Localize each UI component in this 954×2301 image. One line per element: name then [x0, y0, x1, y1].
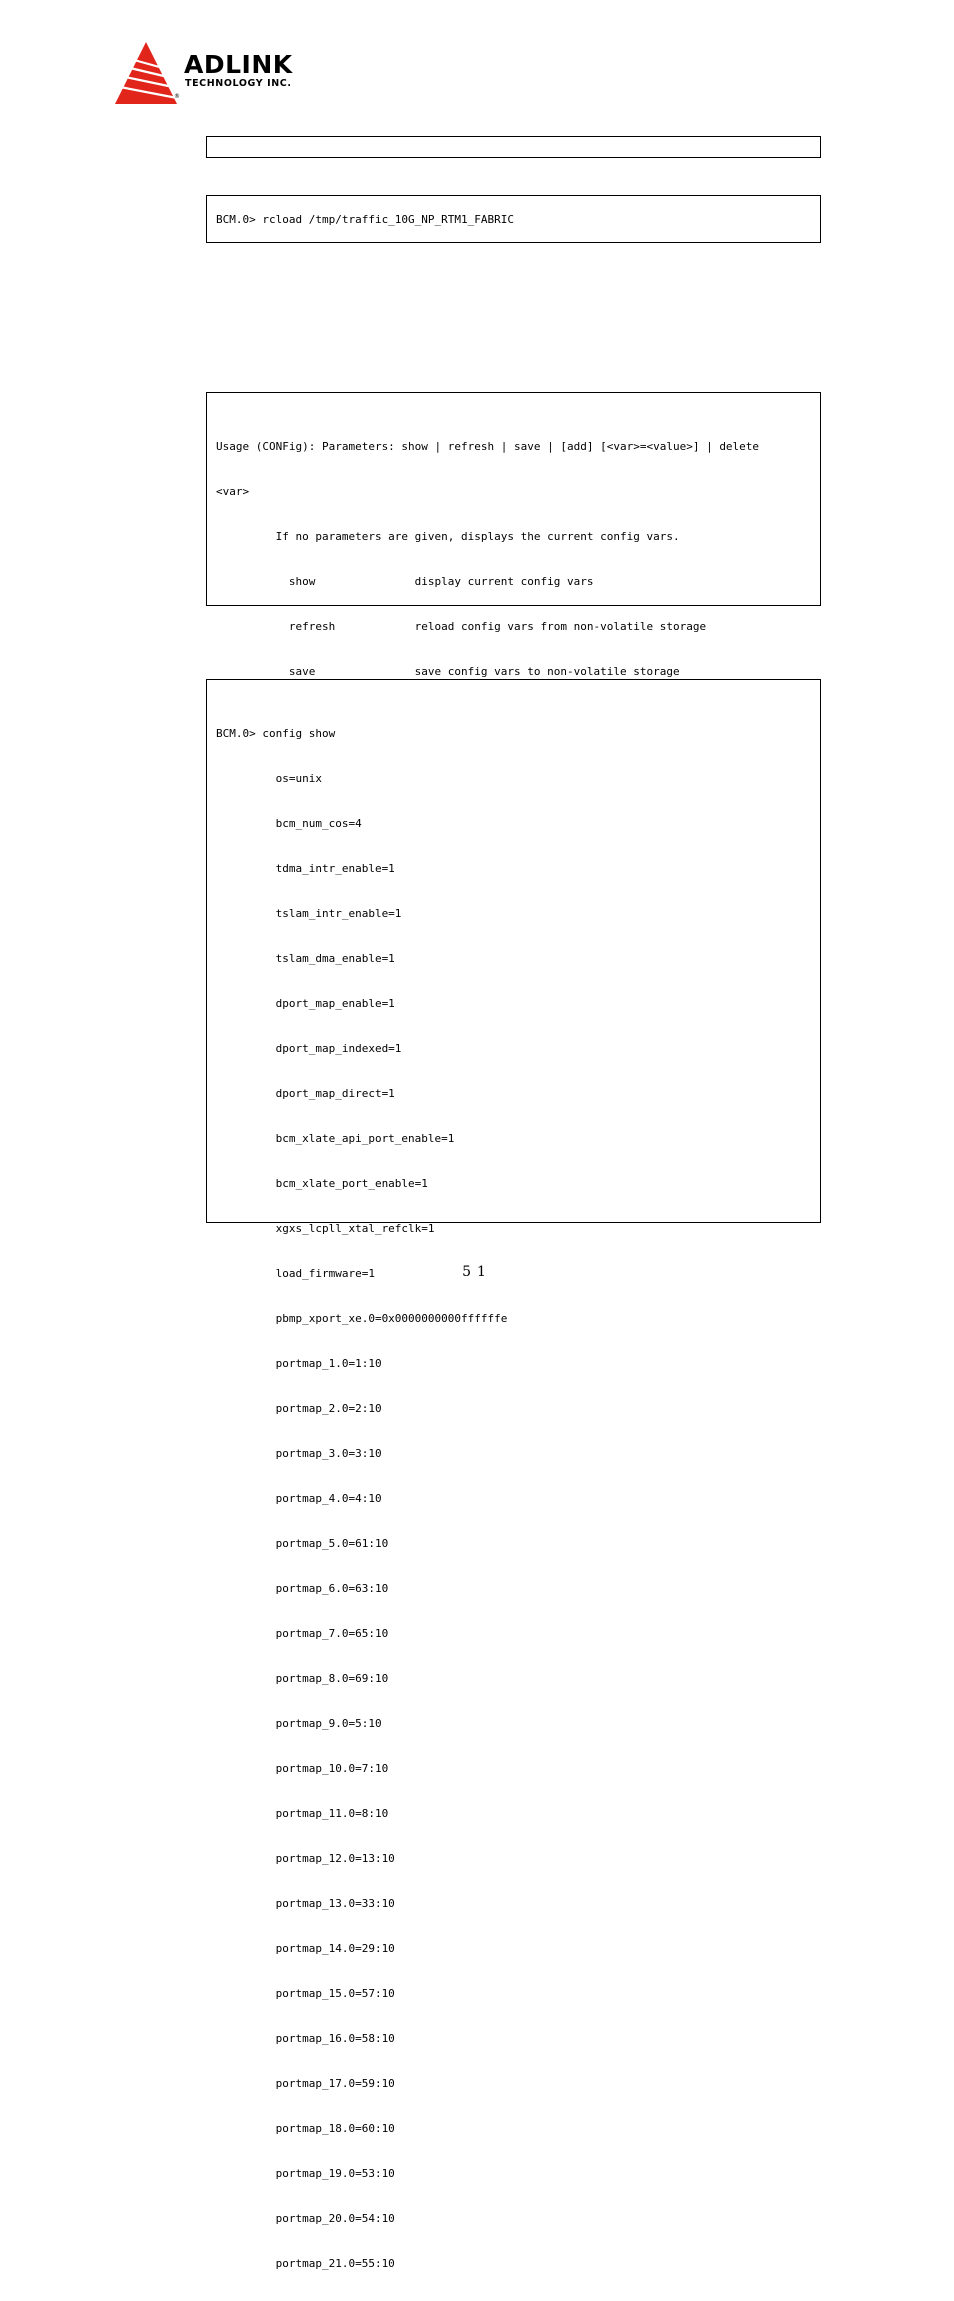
code-line: portmap_10.0=7:10 [216, 1762, 389, 1775]
code-line: tslam_intr_enable=1 [216, 907, 402, 920]
code-line: os=unix [216, 772, 322, 785]
code-line: portmap_16.0=58:10 [216, 2032, 395, 2045]
code-line: portmap_2.0=2:10 [216, 1402, 382, 1415]
rcload-command-text: BCM.0> rcload /tmp/traffic_10G_NP_RTM1_FABRIC [216, 213, 515, 226]
config-usage-box [206, 392, 821, 678]
code-line: refresh reload config vars from non-volatile storage [216, 620, 707, 633]
code-line: portmap_4.0=4:10 [216, 1492, 382, 1505]
code-line: portmap_5.0=61:10 [216, 1537, 389, 1550]
code-line: portmap_20.0=54:10 [216, 2212, 395, 2225]
code-line: portmap_6.0=63:10 [216, 1582, 389, 1595]
code-line: portmap_11.0=8:10 [216, 1807, 389, 1820]
code-line: bcm_num_cos=4 [216, 817, 362, 830]
empty-box [206, 136, 821, 158]
code-line: portmap_12.0=13:10 [216, 1852, 395, 1865]
code-line: Usage (CONFig): Parameters: show | refresh | save | [add] [<var>=<value>] | delete [216, 440, 760, 453]
code-line: xgxs_lcpll_xtal_refclk=1 [216, 1222, 435, 1235]
code-line: <var> [216, 485, 250, 498]
logo-tagline: TECHNOLOGY INC. [185, 78, 292, 89]
code-line: portmap_13.0=33:10 [216, 1897, 395, 1910]
logo-brand: ADLINK [184, 50, 293, 79]
code-line: tdma_intr_enable=1 [216, 862, 395, 875]
code-line: portmap_15.0=57:10 [216, 1987, 395, 2000]
code-line: dport_map_enable=1 [216, 997, 395, 1010]
code-line: bcm_xlate_api_port_enable=1 [216, 1132, 455, 1145]
code-line: bcm_xlate_port_enable=1 [216, 1177, 428, 1190]
code-line: portmap_19.0=53:10 [216, 2167, 395, 2180]
code-line: load_firmware=1 [216, 1267, 375, 1280]
config-show-box [206, 679, 821, 2270]
config-show-text [216, 696, 507, 2301]
adlink-logo [113, 40, 328, 108]
code-line: portmap_1.0=1:10 [216, 1357, 382, 1370]
code-line: dport_map_indexed=1 [216, 1042, 402, 1055]
code-line: portmap_8.0=69:10 [216, 1672, 389, 1685]
code-line: save save config vars to non-volatile storage [216, 665, 680, 678]
code-line: tslam_dma_enable=1 [216, 952, 395, 965]
code-line: pbmp_xport_xe.0=0x0000000000ffffffe [216, 1312, 508, 1325]
code-line: portmap_14.0=29:10 [216, 1942, 395, 1955]
logo-registered-mark: ® [174, 93, 180, 100]
code-line: BCM.0> config show [216, 727, 336, 740]
rcload-command-box [206, 195, 821, 243]
code-line: If no parameters are given, displays the current config vars. [216, 530, 680, 543]
page-number: 51 [462, 1264, 492, 1280]
code-line: portmap_7.0=65:10 [216, 1627, 389, 1640]
code-line: dport_map_direct=1 [216, 1087, 395, 1100]
code-line: portmap_9.0=5:10 [216, 1717, 382, 1730]
code-line: portmap_17.0=59:10 [216, 2077, 395, 2090]
code-line: show display current config vars [216, 575, 594, 588]
code-line: portmap_3.0=3:10 [216, 1447, 382, 1460]
code-line: portmap_18.0=60:10 [216, 2122, 395, 2135]
code-line: portmap_21.0=55:10 [216, 2257, 395, 2270]
